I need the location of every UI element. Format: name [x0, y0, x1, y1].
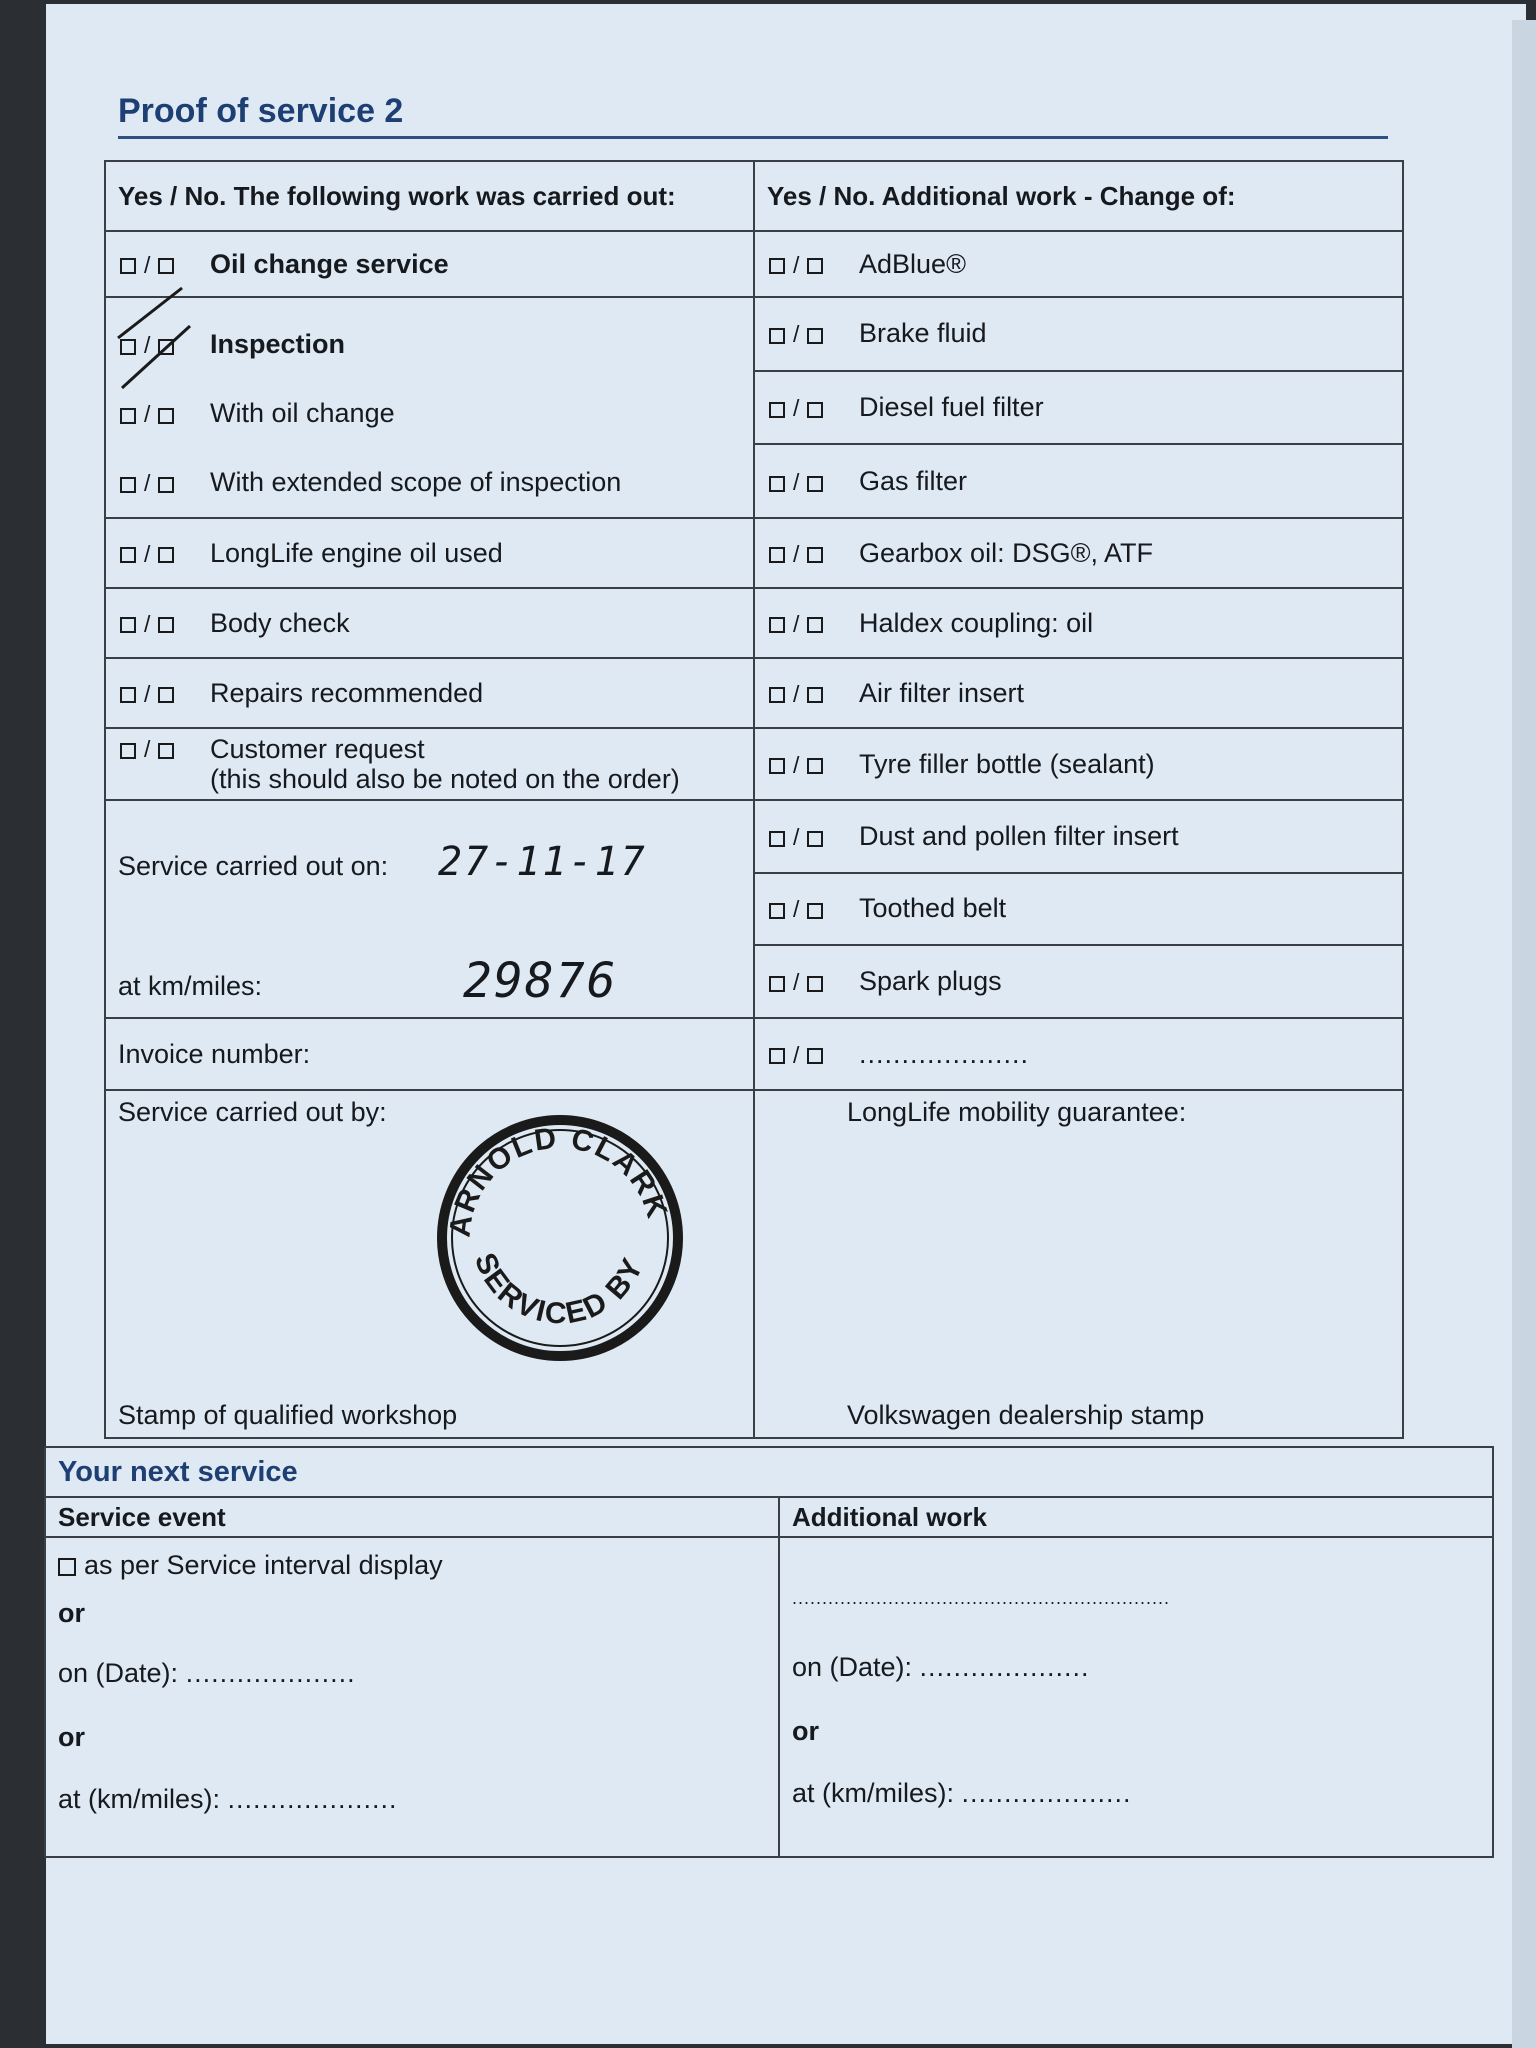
yes-no-checkbox[interactable]: / [118, 734, 210, 764]
yes-no-checkbox[interactable]: / [767, 824, 859, 851]
yes-no-checkbox[interactable]: / [118, 449, 210, 517]
yes-no-checkbox[interactable]: / [767, 395, 859, 422]
or-label-2: or [58, 1722, 85, 1752]
item-air-filter: / Air filter insert [754, 658, 1403, 728]
interval-checkbox[interactable] [58, 1558, 76, 1576]
km-value: 29876 [463, 953, 618, 1009]
yes-no-checkbox[interactable]: / [767, 896, 859, 923]
service-date-value: 27-11-17 [438, 839, 647, 885]
km-field[interactable]: at (km/miles): .................... [58, 1784, 398, 1814]
additional-date-field[interactable]: on (Date): .................... [791, 1652, 1090, 1682]
item-extended-scope: / With extended scope of inspection [118, 448, 741, 517]
handwritten-check-mark [112, 278, 222, 398]
stamp-text-top: ARNOLD CLARK [443, 1121, 674, 1239]
item-dust-pollen-filter: / Dust and pollen filter insert [754, 800, 1403, 873]
or-label: or [58, 1598, 85, 1628]
item-adblue: / AdBlue® [754, 231, 1403, 297]
yes-no-checkbox[interactable]: / [118, 611, 210, 638]
yes-no-checkbox[interactable]: / [767, 752, 859, 779]
item-toothed-belt: / Toothed belt [754, 873, 1403, 946]
item-spark-plugs: / Spark plugs [754, 945, 1403, 1018]
item-tyre-filler: / Tyre filler bottle (sealant) [754, 728, 1403, 800]
title-rule [118, 136, 1388, 139]
yes-no-checkbox[interactable]: / [118, 311, 210, 379]
yes-no-checkbox[interactable]: / [767, 681, 859, 708]
svg-text:SERVICED BY [468, 1248, 651, 1330]
item-gearbox-oil: / Gearbox oil: DSG®, ATF [754, 518, 1403, 588]
yes-no-checkbox[interactable]: / [767, 611, 859, 638]
interval-option: as per Service interval display [58, 1550, 443, 1581]
yes-no-checkbox[interactable]: / [767, 469, 859, 496]
yes-no-checkbox[interactable]: / [118, 681, 210, 708]
left-column-header: Yes / No. The following work was carried out: [105, 161, 754, 231]
dealer-stamp-cell [754, 1090, 1403, 1438]
additional-km-field[interactable]: at (km/miles): .................... [791, 1778, 1132, 1808]
item-longlife-oil: / LongLife engine oil used [105, 518, 754, 588]
additional-work-line[interactable]: ............................................................... [791, 1588, 1171, 1608]
page-edge [1512, 20, 1536, 2048]
date-field[interactable]: on (Date): .................... [58, 1658, 356, 1688]
item-blank: / .................... [754, 1018, 1403, 1090]
yes-no-checkbox[interactable]: / [118, 252, 210, 279]
service-date-label: Service carried out on: [118, 851, 389, 881]
yes-no-checkbox[interactable]: / [767, 541, 859, 568]
additional-work-header: Additional work [779, 1497, 1493, 1537]
service-event-header: Service event [45, 1497, 779, 1537]
item-diesel-fuel-filter: / Diesel fuel filter [754, 371, 1403, 445]
additional-work-cell [779, 1537, 1493, 1857]
yes-no-checkbox[interactable]: / [118, 380, 210, 448]
additional-or-label: or [791, 1716, 819, 1746]
stamp-label: Stamp of qualified workshop [118, 1400, 458, 1430]
item-body-check: / Body check [105, 588, 754, 658]
page-title: Proof of service 2 [118, 92, 404, 130]
item-brake-fluid: / Brake fluid [754, 297, 1403, 371]
item-oil-change-service: / Oil change service [105, 231, 754, 297]
next-service-table [44, 1446, 1494, 1858]
guarantee-label: LongLife mobility guarantee: [847, 1097, 1187, 1127]
right-column-header: Yes / No. Additional work - Change of: [754, 161, 1403, 231]
yes-no-checkbox[interactable]: / [118, 541, 210, 568]
svg-text:ARNOLD CLARK [443, 1121, 674, 1238]
item-customer-request: / Customer request (this should also be noted on the order) [105, 728, 754, 800]
yes-no-checkbox[interactable]: / [767, 969, 859, 996]
stamp-text-bottom: SERVICED BY [467, 1248, 651, 1331]
km-label: at km/miles: [118, 971, 263, 1001]
item-haldex-coupling: / Haldex coupling: oil [754, 588, 1403, 658]
item-repairs-recommended: / Repairs recommended [105, 658, 754, 728]
yes-no-checkbox[interactable]: / [767, 252, 859, 279]
yes-no-checkbox[interactable]: / [767, 321, 859, 348]
service-by-label: Service carried out by: [118, 1097, 387, 1127]
item-gas-filter: / Gas filter [754, 444, 1403, 518]
item-with-oil-change: / With oil change [118, 379, 741, 448]
item-inspection: / Inspection [118, 310, 741, 379]
proof-of-service-table [104, 160, 1404, 1439]
yes-no-checkbox[interactable]: / [767, 1042, 859, 1069]
workshop-stamp [430, 1108, 690, 1368]
dealer-stamp-label: Volkswagen dealership stamp [847, 1400, 1205, 1430]
invoice-number-cell: Invoice number: [105, 1018, 754, 1090]
service-date-cell [105, 800, 754, 1018]
next-service-title: Your next service [45, 1447, 1493, 1497]
service-event-cell [45, 1537, 779, 1857]
